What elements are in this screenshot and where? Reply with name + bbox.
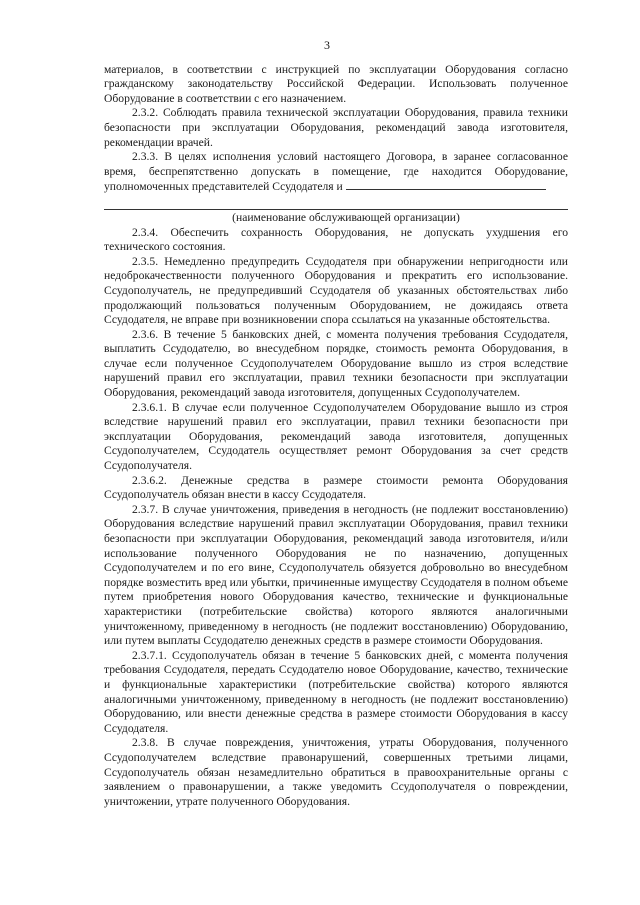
clause-2-3-6: 2.3.6. В течение 5 банковских дней, с момента получения требования Ссудодателя, выплатить Ссудодателю, во внесудебном порядке, стоимость ремонта Оборудования, в случае если полученное Ссудополучателем Оборудование вышло из строя вследствие нарушений правил его эксплуатации, правил техники безопасности при эксплуатации Оборудования, рекомендаций завода изготовителя, допущенных Ссудополучателем. [104,327,568,400]
clause-2-3-3 [104,150,568,195]
clause-2-3-6-2: 2.3.6.2. Денежные средства в размере стоимости ремонта Оборудования Ссудополучатель обязан внести в кассу Ссудодателя. [104,473,568,502]
clause-2-3-4: 2.3.4. Обеспечить сохранность Оборудования, не допускать ухудшения его технического состояния. [104,225,568,254]
clause-2-3-8: 2.3.8. В случае повреждения, уничтожения, утраты Оборудования, полученного Ссудополучателем вследствие правонарушений, совершенных третьими лицами, Ссудополучатель обязан незамедлительно обратиться в правоохранительные органы с заявлением о правонарушении, а также уведомить Ссудополучателя о повреждении, уничтожении, утрате полученного Оборудования. [104,736,568,808]
blank-line-block [104,197,568,210]
fill-in-blank[interactable] [346,179,546,190]
clause-2-3-6-1: 2.3.6.1. В случае если полученное Ссудополучателем Оборудование вышло из строя вследствие нарушений правил его эксплуатации, правил техники безопасности при эксплуатации Оборудования, рекомендаций завода изготовителя, допущенных Ссудополучателем, Ссудодатель осуществляет ремонт Оборудования за счет средств Ссудополучателя. [104,400,568,473]
clause-2-3-2: 2.3.2. Соблюдать правила технической эксплуатации Оборудования, правила техники безопасности при эксплуатации Оборудования, рекомендаций завода изготовителя, рекомендации врачей. [104,106,568,149]
blank-caption: (наименование обслуживающей организации) [232,210,460,224]
clause-2-3-5: 2.3.5. Немедленно предупредить Ссудодателя при обнаружении непригодности или недоброкачественности полученного Оборудования и прекратить его использование. Ссудополучатель, не предупредивший Ссудодателя об указанных обстоятельствах либо продолжающий пользоваться полученным Оборудованием, не дожидаясь ответа Ссудодателя, не вправе при возникновении спора ссылаться на указанные обстоятельства. [104,254,568,327]
fill-in-line[interactable] [104,197,568,210]
clause-2-3-7-1: 2.3.7.1. Ссудополучатель обязан в течение 5 банковских дней, с момента получения требования Ссудодателя, передать Ссудодателю новое Оборудование, качество, технические и функциональные характеристики (потребительские свойства) которого являются аналогичными уничтоженному, приведенному в негодность (не подлежит восстановлению) Оборудованию, или внести денежные средства в размере стоимости Оборудования в кассу Ссудодателя. [104,648,568,735]
clause-2-3-3-text: 2.3.3. В целях исполнения условий настоящего Договора, в заранее согласованное время, беспрепятственно допускать в помещение, где находится Оборудование, уполномоченных представителей Ссудодателя и [104,150,568,194]
clause-2-3-7: 2.3.7. В случае уничтожения, приведения в негодность (не подлежит восстановлению) Оборудования вследствие нарушений правил эксплуатации Оборудования, правил техники безопасности при эксплуатации Оборудования, рекомендаций завода изготовителя, и/или использование полученного Оборудования не по назначению, допущенных Ссудополучателем и по его вине, Ссудополучатель обязуется добровольно во внесудебном порядке возместить вред или убытки, причиненные имуществу Ссудодателя в полном объеме путем приобретения нового Оборудования качество, технические и функциональные характеристики (потребительские свойства) которого являются аналогичными уничтоженному, приведенному в негодность (не подлежит восстановлению) Оборудованию, или путем выплаты Ссудодателю денежных средств в размере стоимости Оборудования. [104,502,568,648]
page-number: 3 [324,38,330,52]
paragraph-continued: материалов, в соответствии с инструкцией по эксплуатации Оборудования согласно гражданскому законодательству Российской Федерации. Использовать полученное Оборудование в соответствии с его назначением. [104,62,568,105]
